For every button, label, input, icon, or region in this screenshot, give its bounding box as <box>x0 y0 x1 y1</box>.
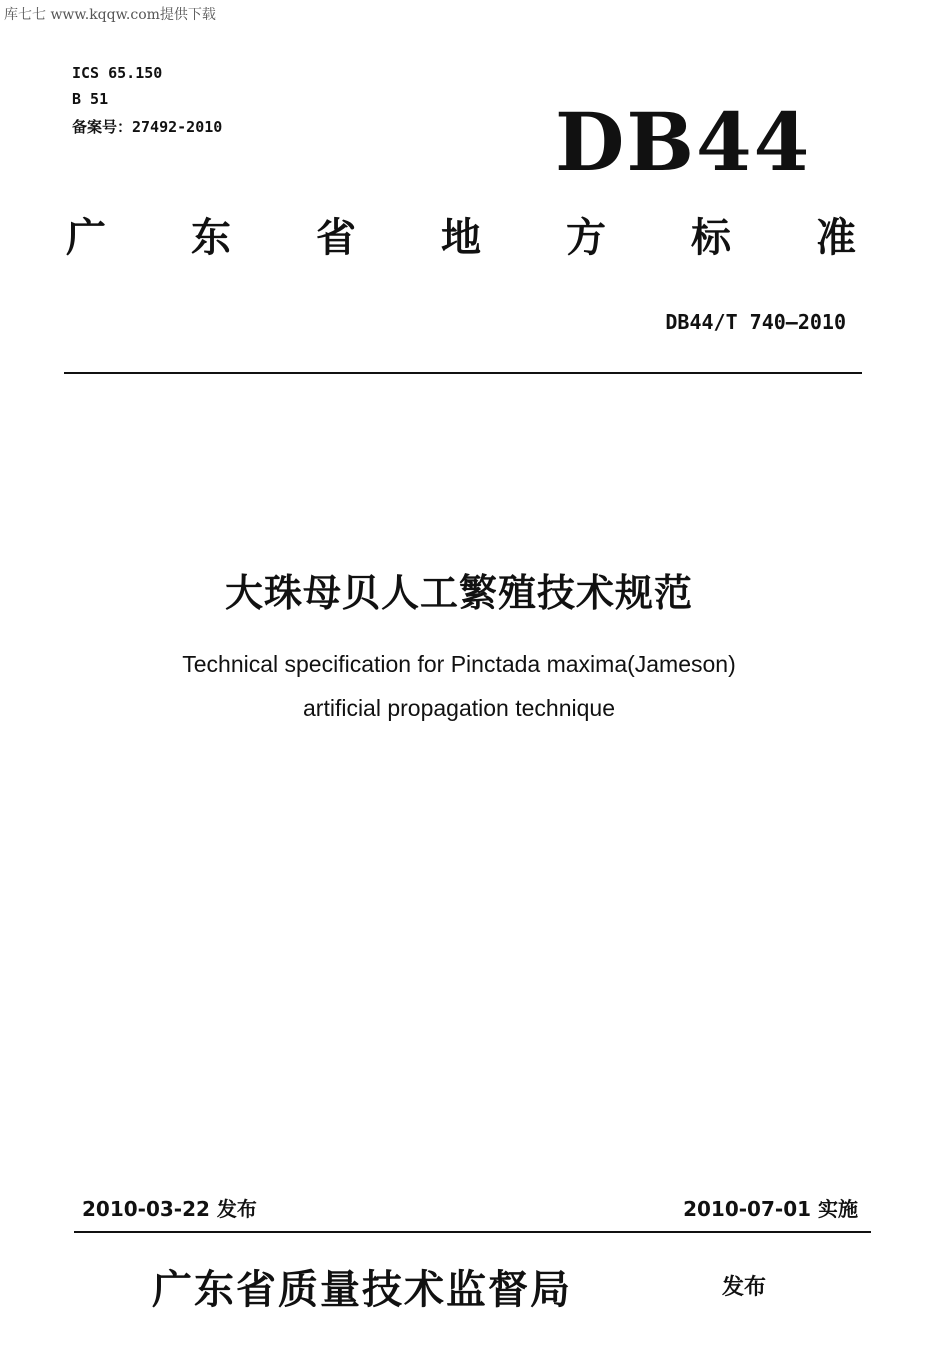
db-logo: DB44 <box>555 95 812 189</box>
issue-date: 2010-03-22 发布 <box>82 1197 257 1221</box>
bottom-divider <box>74 1231 871 1233</box>
standard-type-char: 省 <box>316 215 356 261</box>
standard-type-char: 东 <box>191 215 231 261</box>
issuing-authority: 广东省质量技术监督局 <box>152 1266 572 1313</box>
watermark-text: 库七七 www.kqqw.com提供下载 <box>4 7 216 23</box>
ics-code: ICS 65.150 <box>72 64 163 82</box>
standard-number: DB44/T 740—2010 <box>665 310 846 334</box>
standard-type-char: 广 <box>66 215 106 261</box>
document-title-english-line2: artificial propagation technique <box>303 695 615 721</box>
standard-type-char: 标 <box>691 215 731 261</box>
document-title-chinese: 大珠母贝人工繁殖技术规范 <box>224 571 693 615</box>
standard-type-char: 方 <box>566 215 606 261</box>
document-title-english-line1: Technical specification for Pinctada maxima(Jameson) <box>182 651 736 677</box>
implementation-date: 2010-07-01 实施 <box>683 1197 858 1221</box>
top-divider <box>64 372 862 374</box>
ccs-code: B 51 <box>72 90 109 108</box>
standard-type-char: 准 <box>816 215 856 261</box>
standard-type-char: 地 <box>441 215 481 261</box>
standard-type-heading <box>66 215 856 261</box>
issuing-action: 发布 <box>722 1275 767 1300</box>
record-number: 备案号：27492-2010 <box>72 118 223 136</box>
